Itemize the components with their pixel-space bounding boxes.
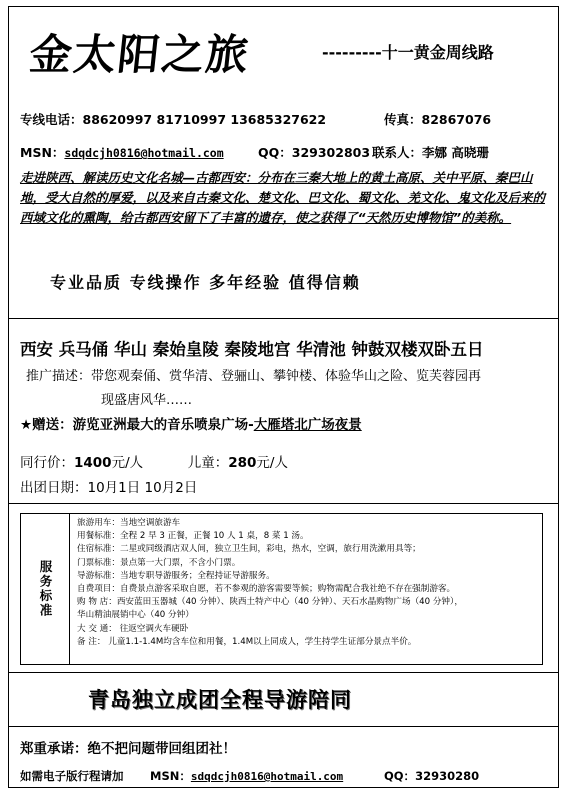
adult-unit: 元/人: [111, 455, 144, 471]
gift-highlight: 大雁塔北广场夜景: [253, 417, 362, 433]
gift-text: ★赠送：游览亚洲最大的音乐喷泉广场-: [20, 417, 254, 433]
contact-person-row: [372, 143, 489, 161]
qq-label: QQ：: [258, 145, 292, 160]
fax-row: [384, 110, 491, 128]
service-row: 旅游用车：当地空调旅游车: [77, 518, 181, 528]
service-label-cell: [21, 514, 70, 664]
footer-msn: [150, 768, 343, 784]
service-row: 自费项目：自费景点游客采取自愿，若不参观的游客需要等候；购物需配合我社绝不存在强制游客。: [77, 584, 456, 595]
service-row: 大 交 通： 往返空调火车硬卧: [77, 623, 189, 634]
promise-text: 郑重承诺：绝不把问题带回组团社！: [20, 741, 236, 757]
departure-label: 出团日期：: [20, 480, 88, 496]
footer-note: 如需电子版行程请加: [20, 769, 124, 783]
msn-link[interactable]: sdqdcjh0816@hotmail.com: [64, 146, 224, 160]
brand-logo: 金太阳之旅: [27, 30, 253, 79]
qq-row: [258, 143, 370, 161]
qq-number: 329302803: [291, 145, 371, 160]
footer-qq: [384, 768, 479, 784]
slogan: 专业品质 专线操作 多年经验 值得信赖: [50, 273, 361, 292]
service-row: 门票标准：景点第一大门票，不含小门票。: [77, 557, 241, 568]
price-row: [20, 451, 288, 471]
section-divider: [8, 672, 559, 673]
service-row: 导游标准：当地专职导游服务；全程持证导游服务。: [77, 570, 275, 581]
guide-banner: 青岛独立成团全程导游陪同: [88, 687, 352, 712]
service-row: 住宿标准：二星或同级酒店双人间，独立卫生间，彩电，热水，空调，旅行用洗漱用具等；: [77, 544, 421, 555]
fax-label: 传真：: [384, 112, 422, 127]
price-label: 同行价：: [20, 455, 74, 471]
route-title: ---------十一黄金周线路: [322, 43, 494, 62]
fax-number: 82867076: [421, 112, 492, 127]
description-text: 带您观秦俑、赏华清、登骊山、攀钟楼、体验华山之险、览芙蓉园再: [91, 369, 482, 384]
departure-dates: 10月1日 10月2日: [87, 480, 198, 496]
service-row: 华山精油展销中心（40 分钟）: [77, 610, 194, 621]
description-continued: 现盛唐风华……: [101, 393, 193, 408]
package-title: 西安 兵马俑 华山 秦始皇陵 秦陵地宫 华清池 钟鼓双楼双卧五日: [20, 340, 484, 359]
service-row: 购 物 店：西安蓝田玉器城（40 分钟）、陕西土特产中心（40 分钟）、天石水晶购物广场（40 分钟），: [77, 597, 463, 608]
service-row: 备 注： 儿童1.1-1.4M均含车位和用餐，1.4M以上同成人，学生持学生证部分景点半价。: [77, 636, 417, 647]
departure-row: [20, 476, 197, 496]
hotline-row: [20, 110, 326, 128]
footer-qq-label: QQ：: [384, 769, 416, 783]
contact-person-label: 联系人：: [372, 145, 423, 160]
gift-row: [20, 413, 362, 433]
service-label: 服务标准: [38, 560, 53, 618]
child-unit: 元/人: [256, 455, 288, 471]
description-label: 推广描述：: [26, 369, 92, 384]
contact-persons: 李娜 高晓珊: [422, 145, 489, 160]
hotline-label: 专线电话：: [20, 112, 83, 127]
child-price: 280: [228, 455, 257, 471]
service-rows: [77, 517, 538, 649]
msn-label: MSN：: [20, 145, 65, 160]
section-divider: [8, 726, 559, 727]
section-divider: [8, 503, 559, 504]
service-standards-box: [20, 513, 543, 665]
section-divider: [8, 318, 559, 319]
child-label: 儿童：: [187, 455, 229, 471]
footer-msn-label: MSN：: [150, 769, 191, 783]
intro-paragraph: 走进陕西、解读历史文化名城—古都西安：分布在三秦大地上的黄土高原、关中平原、秦巴山地，受大自然的厚爱，以及来自古秦文化、楚文化、巴文化、蜀文化、羌文化、鬼文化及后来的西域文化的熏陶，给古都西安留下了丰富的遗存，使之获得了“天然历史博物馆”的美称。: [20, 170, 546, 225]
package-description: [26, 365, 546, 413]
hotline-numbers: 88620997 81710997 13685327622: [82, 112, 327, 127]
footer-msn-link[interactable]: sdqdcjh0816@hotmail.com: [190, 770, 344, 783]
msn-row: [20, 143, 224, 161]
service-row: 用餐标准：全程 2 早 3 正餐，正餐 10 人 1 桌，8 菜 1 汤。: [77, 531, 309, 542]
adult-price: 1400: [74, 455, 112, 471]
footer-qq-number: 32930280: [415, 769, 480, 783]
